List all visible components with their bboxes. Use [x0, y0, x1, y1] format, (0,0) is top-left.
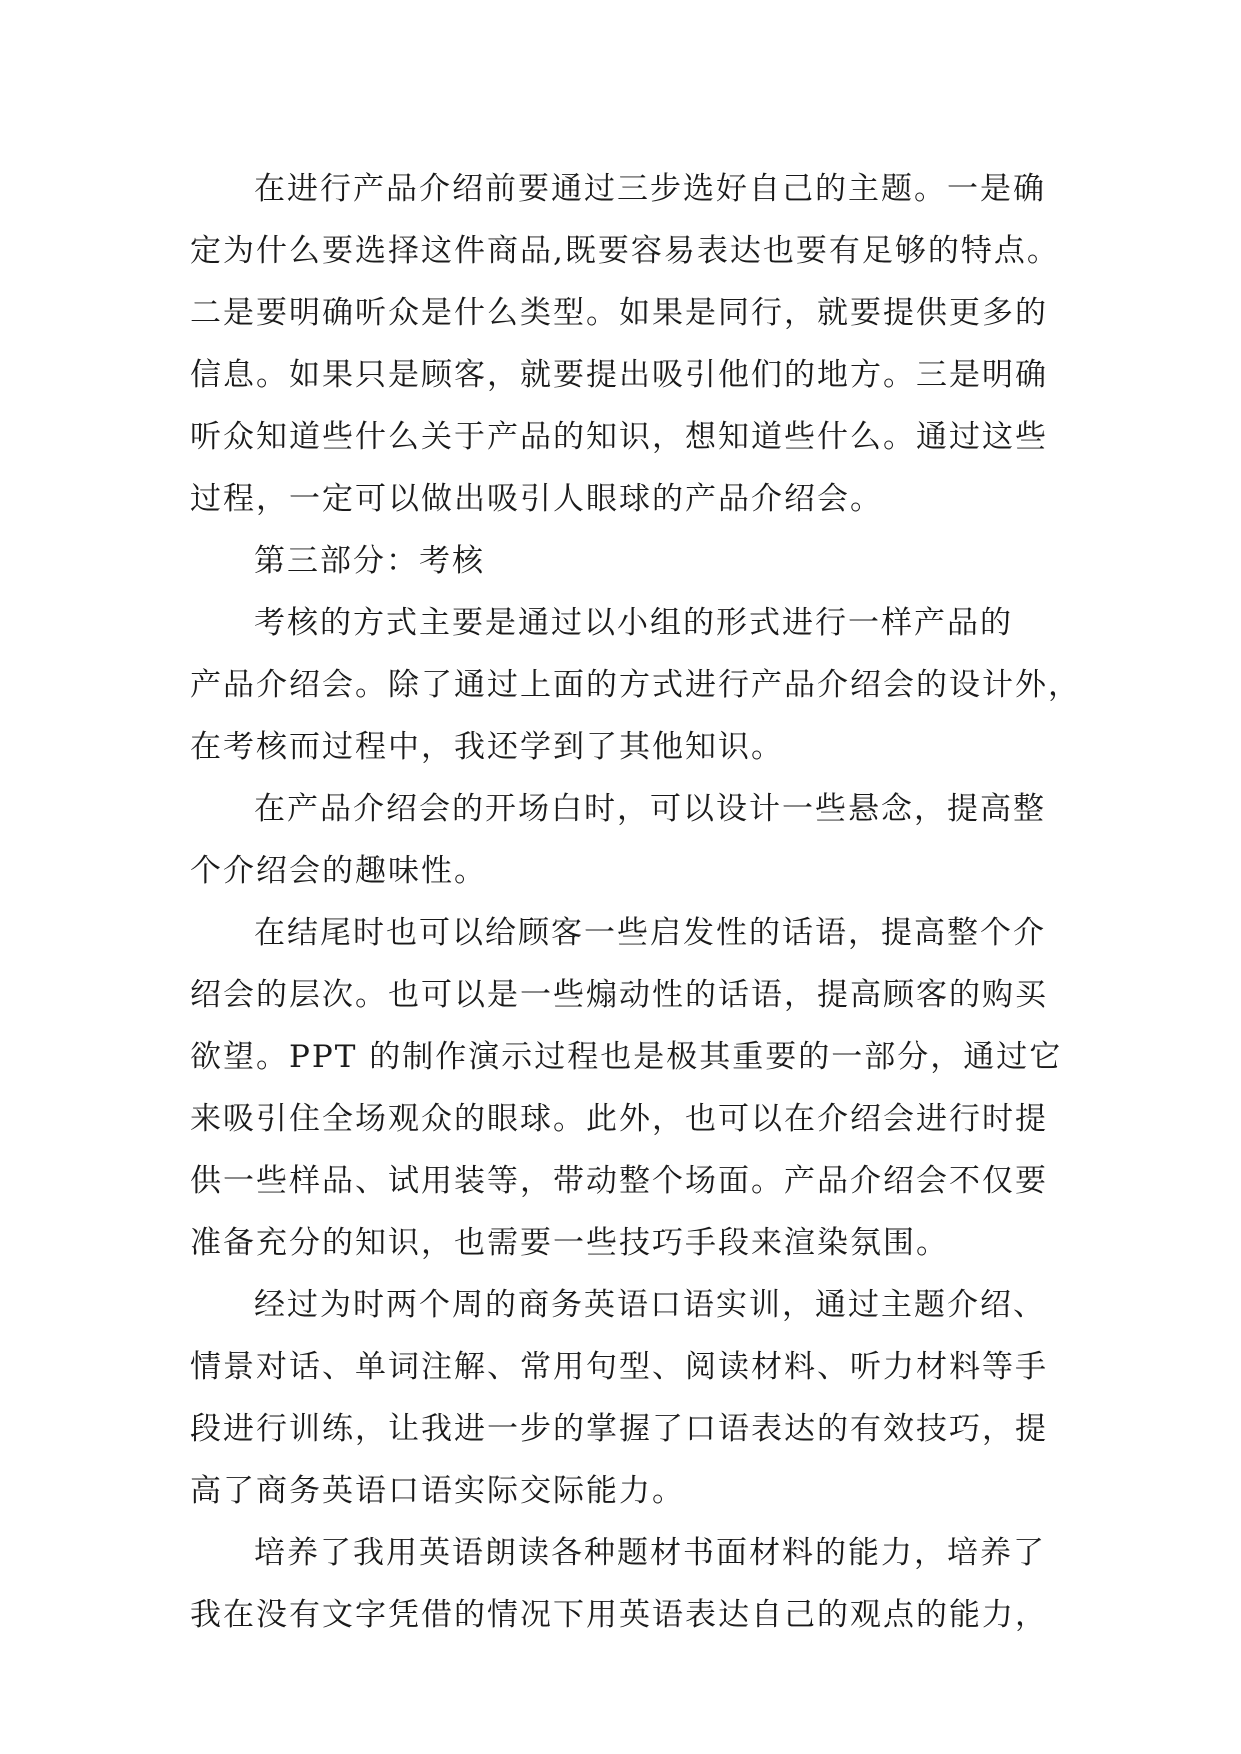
text-line: 供一些样品、试用装等，带动整个场面。产品介绍会不仅要 — [190, 1163, 1048, 1199]
section-heading: 第三部分：考核 — [254, 543, 485, 579]
text-line: 准备充分的知识，也需要一些技巧手段来渲染氛围。 — [190, 1225, 949, 1261]
text-line: 在进行产品介绍前要通过三步选好自己的主题。一是确 — [254, 171, 1046, 207]
text-line: 在产品介绍会的开场白时，可以设计一些悬念，提高整 — [254, 791, 1046, 827]
text-line: 情景对话、单词注解、常用句型、阅读材料、听力材料等手 — [190, 1349, 1048, 1385]
text-line: 来吸引住全场观众的眼球。此外，也可以在介绍会进行时提 — [190, 1101, 1048, 1137]
text-line: 考核的方式主要是通过以小组的形式进行一样产品的 — [254, 605, 1013, 641]
text-line: 过程，一定可以做出吸引人眼球的产品介绍会。 — [190, 481, 883, 517]
text-line: 二是要明确听众是什么类型。如果是同行，就要提供更多的 — [190, 295, 1048, 331]
text-line: 欲望。PPT 的制作演示过程也是极其重要的一部分，通过它 — [190, 1039, 1063, 1075]
text-line: 定为什么要选择这件商品,既要容易表达也要有足够的特点。 — [190, 233, 1060, 269]
text-line: 我在没有文字凭借的情况下用英语表达自己的观点的能力， — [190, 1597, 1048, 1633]
text-line: 段进行训练，让我进一步的掌握了口语表达的有效技巧，提 — [190, 1411, 1048, 1447]
text-line: 在结尾时也可以给顾客一些启发性的话语，提高整个介 — [254, 915, 1046, 951]
text-line: 个介绍会的趣味性。 — [190, 853, 487, 889]
text-line: 培养了我用英语朗读各种题材书面材料的能力，培养了 — [254, 1535, 1046, 1571]
text-line: 绍会的层次。也可以是一些煽动性的话语，提高顾客的购买 — [190, 977, 1048, 1013]
text-line: 在考核而过程中，我还学到了其他知识。 — [190, 729, 784, 765]
text-line: 产品介绍会。除了通过上面的方式进行产品介绍会的设计外， — [190, 667, 1081, 703]
text-line: 信息。如果只是顾客，就要提出吸引他们的地方。三是明确 — [190, 357, 1048, 393]
body-text — [190, 158, 1090, 1646]
text-line: 听众知道些什么关于产品的知识，想知道些什么。通过这些 — [190, 419, 1048, 455]
text-line: 经过为时两个周的商务英语口语实训，通过主题介绍、 — [254, 1287, 1046, 1323]
text-line: 高了商务英语口语实际交际能力。 — [190, 1473, 685, 1509]
